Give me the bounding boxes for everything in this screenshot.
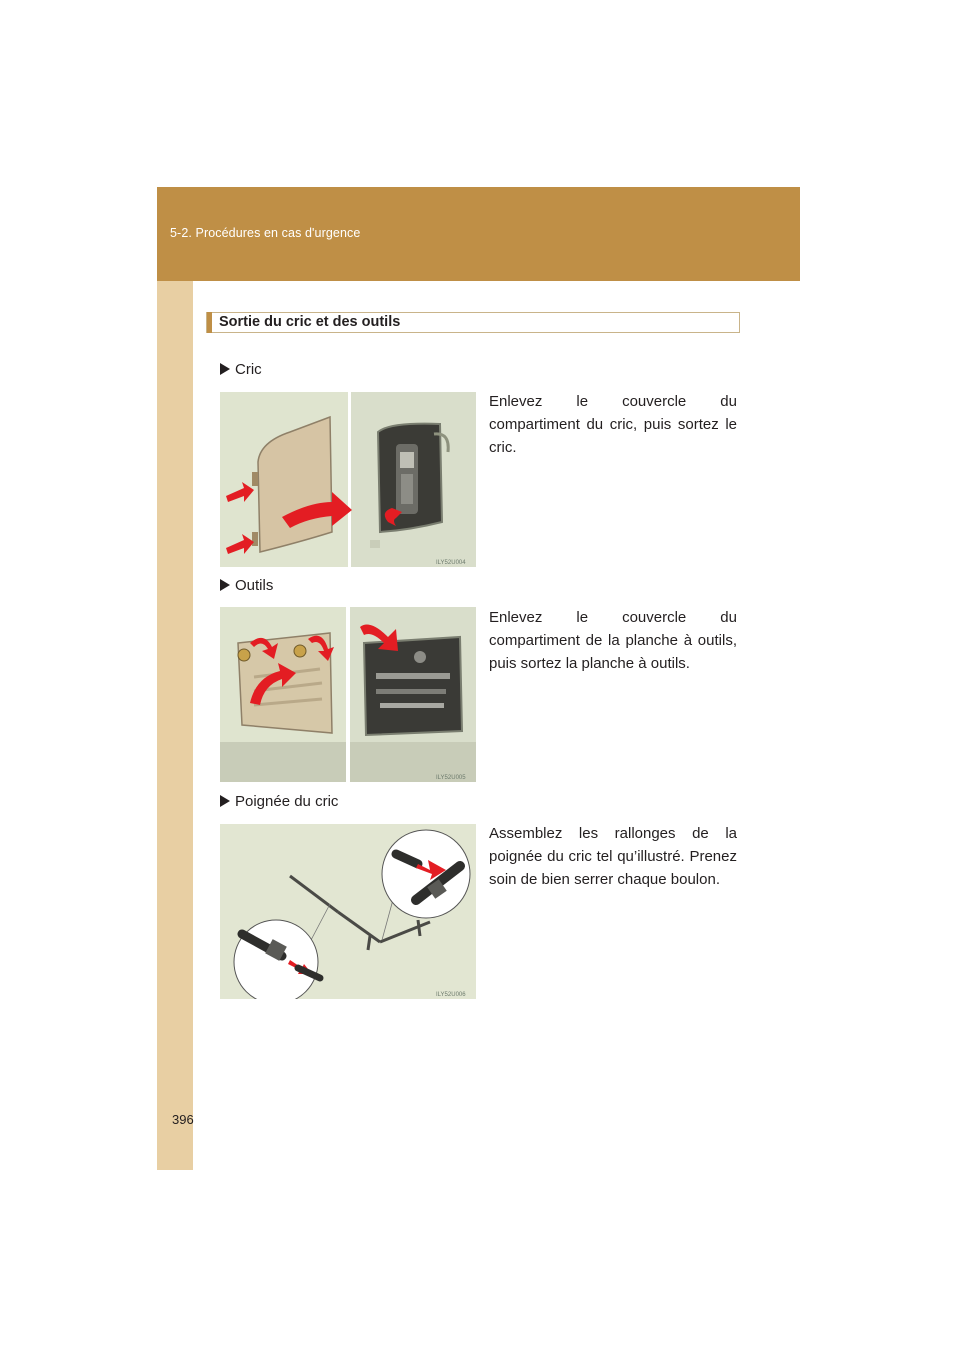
- triangle-bullet-icon: [220, 795, 230, 807]
- item-heading-label: Outils: [235, 577, 274, 594]
- figure-code: ILY52U006: [436, 992, 466, 998]
- triangle-bullet-icon: [220, 363, 230, 375]
- triangle-bullet-icon: [220, 579, 230, 591]
- figure-code: ILY52U004: [436, 560, 466, 566]
- section-title-bar: [206, 312, 740, 333]
- description-poignee: Assemblez les rallonges de la poignée du cric tel qu’illustré. Prenez soin de bien serrer chaque boulon.: [489, 825, 737, 888]
- item-heading-outils: [220, 577, 273, 594]
- description-outils: Enlevez le couvercle du compartiment de la planche à outils, puis sortez la planche à outils.: [489, 609, 737, 672]
- left-margin-strip: [157, 187, 193, 1170]
- item-heading-label: Cric: [235, 361, 262, 378]
- item-heading-label: Poignée du cric: [235, 793, 339, 810]
- section-title: Sortie du cric et des outils: [219, 314, 401, 330]
- illustration-jack-handle: [220, 824, 476, 999]
- description-cric: Enlevez le couvercle du compartiment du cric, puis sortez le cric.: [489, 393, 737, 456]
- figure-code: ILY52U005: [436, 775, 466, 781]
- section-accent: [207, 312, 212, 333]
- item-heading-cric: [220, 361, 262, 378]
- illustration-tool-tray: [220, 607, 476, 782]
- page-number: 396: [172, 1112, 194, 1127]
- item-heading-poignee: [220, 793, 338, 810]
- chapter-header: 5-2. Procédures en cas d'urgence: [170, 226, 361, 240]
- illustration-jack-compartment: [220, 392, 476, 567]
